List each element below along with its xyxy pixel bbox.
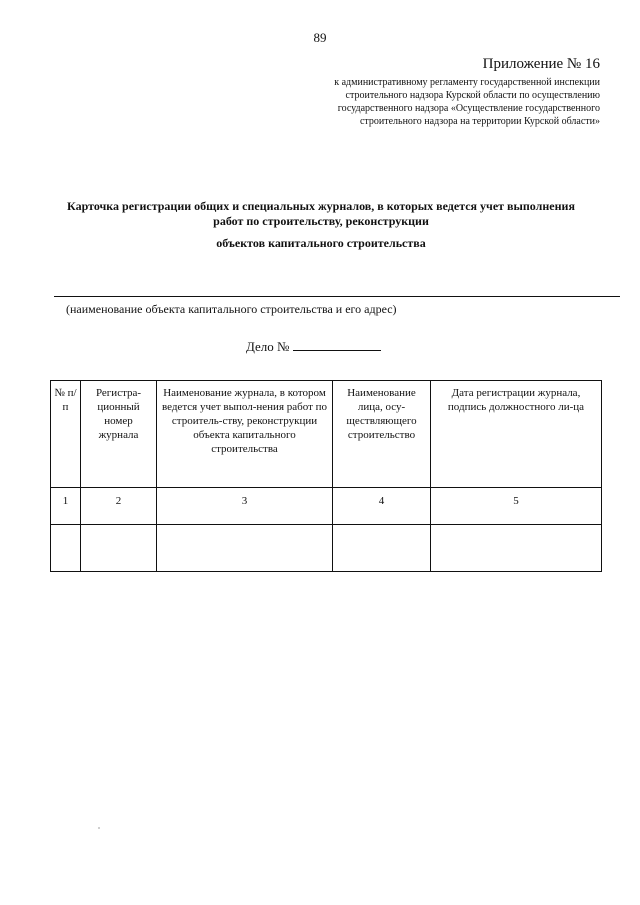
document-title-line-1: Карточка регистрации общих и специальных журналов, в которых ведется учет выполнения bbox=[67, 199, 575, 213]
object-name-caption: (наименование объекта капитального строительства и его адрес) bbox=[66, 302, 397, 316]
header-registration-number: Регистра-ционный номер журнала bbox=[81, 381, 157, 488]
table-header-row bbox=[51, 381, 602, 488]
scan-speck bbox=[98, 827, 100, 829]
table-row bbox=[51, 525, 602, 572]
case-number bbox=[246, 339, 381, 355]
document-title-line-2: работ по строительству, реконструкции bbox=[213, 214, 429, 228]
table-cell: 1 bbox=[51, 488, 81, 525]
table-cell: 4 bbox=[333, 488, 431, 525]
case-number-label: Дело № bbox=[246, 339, 290, 354]
header-builder-name: Наименование лица, осу-ществляющего строительство bbox=[333, 381, 431, 488]
table-cell: 2 bbox=[81, 488, 157, 525]
table-cell: 5 bbox=[431, 488, 602, 525]
journal-register-table bbox=[50, 380, 602, 572]
appendix-title: Приложение № 16 bbox=[482, 56, 600, 72]
document-title bbox=[36, 199, 606, 229]
appendix-subtitle bbox=[300, 76, 600, 128]
header-registration-date: Дата регистрации журнала, подпись должностного ли-ца bbox=[431, 381, 602, 488]
table-cell bbox=[157, 525, 333, 572]
table-cell bbox=[81, 525, 157, 572]
appendix-subtitle-line: строительного надзора на территории Курской области» bbox=[359, 116, 600, 127]
table-cell bbox=[431, 525, 602, 572]
appendix-subtitle-line: к административному регламенту государственной инспекции bbox=[334, 77, 600, 88]
table-cell: 3 bbox=[157, 488, 333, 525]
header-journal-name: Наименование журнала, в котором ведется учет выпол-нения работ по строитель-ству, реконструкции объекта капитального строительства bbox=[157, 381, 333, 488]
table-cell bbox=[333, 525, 431, 572]
table-cell bbox=[51, 525, 81, 572]
object-name-line bbox=[54, 296, 620, 297]
appendix-subtitle-line: строительного надзора Курской области по осуществлению bbox=[345, 90, 600, 101]
appendix-subtitle-line: государственного надзора «Осуществление государственного bbox=[337, 103, 600, 114]
table-row bbox=[51, 488, 602, 525]
page-number: 89 bbox=[313, 30, 327, 45]
document-title-line-3: объектов капитального строительства bbox=[216, 236, 426, 250]
case-number-blank bbox=[293, 340, 381, 351]
header-number: № п/п bbox=[51, 381, 81, 488]
